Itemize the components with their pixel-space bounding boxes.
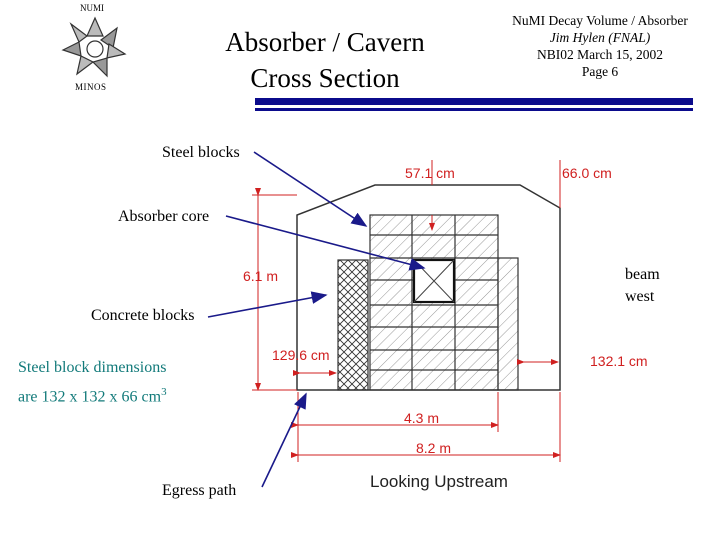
title-line-1: Absorber / Cavern bbox=[225, 27, 425, 57]
dim-height: 6.1 m bbox=[243, 268, 279, 284]
talk-info-line-3: NBI02 March 15, 2002 bbox=[537, 47, 663, 62]
beam-label: beam bbox=[625, 266, 660, 283]
block-dimensions-superscript: 3 bbox=[161, 386, 167, 398]
numi-label: NUMI bbox=[80, 3, 104, 13]
block-dimensions-line-2: are 132 x 132 x 66 cm bbox=[18, 388, 162, 406]
side-steel-blocks bbox=[498, 258, 518, 390]
view-caption: Looking Upstream bbox=[370, 472, 508, 491]
dim-right-gap: 132.1 cm bbox=[590, 353, 648, 369]
block-dimensions-line-1: Steel block dimensions bbox=[18, 359, 167, 376]
egress-path-arrow bbox=[262, 394, 306, 487]
steel-blocks-arrow bbox=[254, 152, 366, 226]
dim-inner-width: 4.3 m bbox=[404, 410, 440, 426]
egress-path-label: Egress path bbox=[162, 482, 237, 499]
concrete-block-column bbox=[338, 260, 368, 390]
minos-label: MINOS bbox=[75, 82, 107, 92]
beam-direction-label bbox=[625, 264, 660, 308]
concrete-blocks-arrow bbox=[208, 295, 326, 317]
dim-right-top: 66.0 cm bbox=[562, 165, 612, 181]
talk-info-line-2: Jim Hylen (FNAL) bbox=[549, 30, 651, 45]
block-dimensions-note bbox=[18, 355, 167, 409]
dim-outer-width: 8.2 m bbox=[416, 440, 452, 456]
steel-blocks-label: Steel blocks bbox=[162, 144, 240, 161]
west-label: west bbox=[625, 288, 655, 305]
talk-info-line-4: Page 6 bbox=[581, 64, 619, 79]
dim-top: 57.1 cm bbox=[405, 165, 455, 181]
talk-info-line-1: NuMI Decay Volume / Absorber bbox=[512, 13, 688, 28]
dim-left-gap: 129.6 cm bbox=[272, 347, 330, 363]
title-line-2: Cross Section bbox=[250, 63, 400, 93]
absorber-core-label: Absorber core bbox=[118, 208, 210, 225]
concrete-blocks-label: Concrete blocks bbox=[91, 307, 195, 324]
